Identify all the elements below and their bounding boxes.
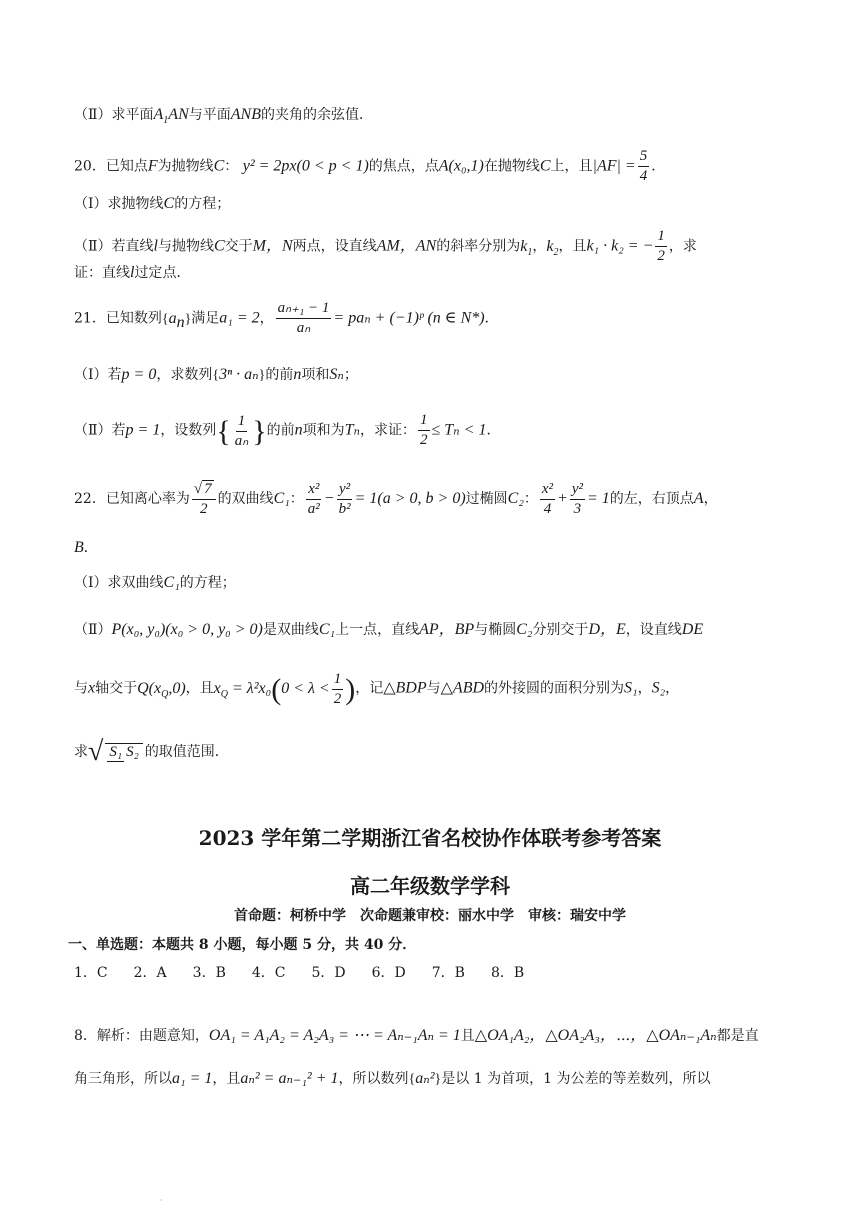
- text: ，设直线: [625, 622, 682, 638]
- sum-tn: Tₙ: [344, 421, 360, 439]
- answer-item: 3．B: [192, 965, 226, 981]
- q22-stem: 22．已知离心率为 $\frac{√ 7}{2}$ 的双曲线C₁： $\frac{\text{x²}}{\text{a²}}$ − $\frac{\text{y²}}{\text{b²}}$ = 1(a > 0, b > 0)过椭圆C₂： $\frac{\text{x²}}{4}$ + $\frac{\text{y²}}{3}$ = 1的左，右顶点A，: [74, 480, 718, 517]
- triangle-abd: △ABD: [440, 679, 485, 697]
- text: （Ⅰ）求抛物线: [74, 196, 164, 212]
- n-var: n: [293, 366, 302, 383]
- hyperbola-rhs: = 1(a > 0, b > 0): [354, 490, 466, 507]
- triangle-bdp: △BDP: [383, 679, 427, 697]
- text: 在抛物线: [483, 158, 540, 175]
- text: 项和: [301, 367, 330, 383]
- point-a: A: [693, 490, 704, 507]
- text: ．: [484, 310, 499, 327]
- text: ，: [637, 680, 652, 697]
- text: 与椭圆: [474, 622, 517, 638]
- point-f: F: [147, 157, 158, 175]
- fraction-1-2: $\frac{1}{2}$: [657, 228, 665, 264]
- answer-key-subtitle: 高二年级数学学科: [350, 874, 510, 898]
- line-de: DE: [681, 621, 704, 638]
- plane-anb: ANB: [230, 106, 261, 123]
- q8-sequence: {aₙ²}: [408, 1070, 442, 1087]
- slope-product: k₁ · k₂ = −: [586, 237, 654, 255]
- curve-c: C: [213, 237, 225, 255]
- q8-triangles: △OA₁A₂，△OA₂A₃，⋯，△OAₙ₋₁Aₙ: [474, 1027, 717, 1044]
- text: 证：直线: [74, 265, 130, 281]
- tn-inequality: ≤ Tₙ < 1: [431, 421, 487, 439]
- answer-item: 2．A: [133, 965, 167, 981]
- q20-part2: （Ⅱ）若直线l与抛物线C交于M，N两点，设直线AM，AN的斜率分别为$k_1$，$k_2$，且k₁ · k₂ = − $\frac{1}{2}$ ，求: [74, 228, 697, 264]
- q22-part2: [74, 616, 703, 639]
- text: 求: [74, 744, 88, 760]
- text: 满足: [191, 310, 220, 327]
- curve-c: C: [539, 157, 551, 175]
- answer-key-title: 2023 学年第二学期浙江省名校协作体联考参考答案: [198, 826, 662, 850]
- text: 21．已知数列: [74, 310, 162, 327]
- hyperbola-y-term: $\frac{\text{y²}}{\text{b²}}$: [338, 480, 351, 517]
- text: 的方程；: [174, 196, 231, 212]
- text: 的夹角的余弦值．: [260, 107, 373, 123]
- q22-part2-cont: [74, 671, 679, 708]
- answer-item: 4．C: [251, 965, 286, 981]
- text: 为抛物线: [157, 158, 214, 175]
- q20-stem: [74, 148, 665, 185]
- point-a: A(x₀,1): [438, 157, 484, 175]
- text: （Ⅱ）: [74, 622, 112, 638]
- text: 20．已知点: [74, 158, 148, 175]
- points-de: D，E: [588, 621, 626, 638]
- text: 过定点．: [134, 265, 191, 281]
- text: ．: [651, 158, 666, 175]
- text: （Ⅱ）若: [74, 422, 126, 439]
- q8-equalities: OA₁ = A₁A₂ = A₂A₃ = ⋯ = Aₙ₋₁Aₙ = 1: [208, 1027, 461, 1044]
- q8-recurrence: aₙ² = aₙ₋₁² + 1: [240, 1070, 339, 1087]
- text: 的方程；: [179, 575, 236, 591]
- recurrence-fraction: $\frac{\text{aₙ₊₁ − 1}}{\text{aₙ}}$: [277, 300, 330, 336]
- q19-part2: [74, 104, 373, 127]
- text: 的双曲线: [217, 491, 274, 507]
- area-s1: S₁: [624, 679, 638, 697]
- text: 的外接圆的面积分别为: [484, 680, 625, 697]
- text: 角三角形，所以: [74, 1071, 172, 1087]
- section-heading: 一、单选题：本题共 8 小题，每小题 5 分，共 40 分．: [68, 937, 417, 953]
- point-q: $Q(x_Q,0)$: [137, 679, 186, 700]
- parabola-equation: y² = 2px(0 < p < 1): [242, 157, 369, 175]
- text: ，所以数列: [338, 1071, 409, 1087]
- point-b: B: [74, 539, 84, 556]
- text: 是双曲线: [262, 622, 319, 638]
- text: ，求证：: [360, 422, 416, 439]
- p-one: p = 1: [125, 421, 161, 439]
- q22-part2-end: [74, 736, 229, 768]
- curve-c2: C₂: [507, 490, 524, 507]
- slope-k1: $k_1$: [520, 237, 533, 258]
- fraction-5-4: $\frac{5}{4}$: [639, 148, 648, 184]
- recurrence-rhs: = paₙ + (−1)ᵖ (n ∈ N*): [333, 309, 485, 327]
- text: 的焦点，点: [368, 158, 439, 175]
- text: 22．已知离心率为: [74, 491, 190, 507]
- curve-c2: C₂: [516, 621, 533, 638]
- text: （Ⅰ）若: [74, 367, 122, 383]
- ratio-s1-s2: S₁ S₂: [105, 743, 142, 761]
- text: ，求数列: [156, 367, 213, 383]
- q20-part1: [74, 193, 230, 213]
- answer-item: 5．D: [311, 965, 346, 981]
- answer-item: 8．B: [490, 965, 525, 981]
- a1-value: a₁ = 2: [219, 309, 260, 327]
- text: 与: [426, 680, 441, 697]
- text: 与: [74, 680, 88, 697]
- text: ．: [83, 540, 98, 556]
- sum-sn: Sₙ: [329, 366, 344, 383]
- p-zero: p = 0: [121, 366, 157, 383]
- plane-a1an: $A_1AN$: [153, 106, 189, 127]
- ellipse-x-term: $\frac{\text{x²}}{4}$: [541, 480, 554, 517]
- text: ；: [343, 367, 358, 383]
- answer-item: 1．C: [74, 965, 108, 981]
- curve-c1: C₁: [163, 574, 180, 591]
- text: ，且: [185, 680, 214, 697]
- text: 都是直: [716, 1028, 759, 1044]
- text: 的斜率分别为: [436, 238, 521, 255]
- text: 的左，右顶点: [609, 491, 694, 507]
- ellipse-y-term: $\frac{\text{y²}}{3}$: [571, 480, 583, 517]
- text: （Ⅰ）求双曲线: [74, 575, 164, 591]
- area-s2: S₂: [651, 679, 666, 697]
- q8-solution-line1: [74, 1022, 759, 1045]
- hyperbola-x-term: $\frac{\text{x²}}{\text{a²}}$: [307, 480, 320, 517]
- eccentricity-fraction: $\frac{√ 7}{2}$: [192, 480, 216, 518]
- sequence-an: $\{a_n\}$: [161, 309, 192, 331]
- text: ，设数列: [160, 422, 217, 439]
- curve-c1: C₁: [318, 621, 336, 638]
- text: ，求: [668, 238, 697, 255]
- text: 两点，设直线: [292, 238, 377, 255]
- text: ，: [259, 310, 274, 327]
- text: 轴交于: [95, 680, 138, 697]
- footer-mark: ·: [160, 1196, 163, 1205]
- text: 分别交于: [532, 622, 589, 638]
- slope-k2: $k_2$: [546, 237, 559, 258]
- q21-part1: [74, 364, 358, 384]
- answer-key-credits: 首命题：柯桥中学 次命题兼审校：丽水中学 审核：瑞安中学: [234, 908, 626, 924]
- lambda-range: (0 < λ < $\frac{1}{2}$ ): [271, 671, 356, 707]
- lines-am-an: AM，AN: [376, 237, 437, 255]
- text: 上，且: [550, 158, 593, 175]
- lines-ap-bp: AP，BP: [419, 621, 475, 638]
- sequence-reciprocal: { $\frac{1}{\text{aₙ}}$ }: [216, 412, 267, 449]
- text: 的前: [266, 422, 295, 439]
- line-l: l: [130, 264, 135, 281]
- n-var: n: [294, 421, 303, 439]
- text: 交于: [224, 238, 253, 255]
- text: 8．解析：由题意知，: [74, 1028, 209, 1044]
- text: 过椭圆: [465, 491, 508, 507]
- text: 是以 1 为首项，1 为公差的等差数列，所以: [441, 1071, 711, 1087]
- text: 的前: [265, 367, 294, 383]
- xq-equation: $x_Q = \lambda^2x_0$: [213, 679, 272, 700]
- text: 的取值范围．: [144, 744, 229, 760]
- text: 与抛物线: [157, 238, 214, 255]
- text: 与平面: [188, 107, 231, 123]
- line-l: l: [153, 237, 158, 255]
- x-axis: x: [88, 679, 96, 697]
- text: ：: [224, 158, 239, 175]
- q19-part2-label: （Ⅱ）求平面: [74, 107, 154, 123]
- q21-part2: [74, 412, 500, 450]
- curve-c: C: [163, 195, 175, 212]
- text: ，: [665, 680, 680, 697]
- answer-list: [74, 962, 550, 982]
- af-distance: |AF| =: [592, 157, 636, 175]
- text: ，记: [355, 680, 384, 697]
- ellipse-rhs: = 1: [586, 490, 610, 507]
- sqrt-ratio: √: [88, 736, 104, 767]
- text: ．: [486, 422, 501, 439]
- curve-c1: C₁: [273, 490, 290, 507]
- sequence-3n-an: {3ⁿ · aₙ}: [212, 366, 266, 383]
- q21-stem: [74, 300, 499, 337]
- q20-part2-cont: [74, 262, 190, 282]
- text: 项和为: [302, 422, 345, 439]
- text: ：: [289, 491, 304, 507]
- q8-a1: a₁ = 1: [172, 1070, 213, 1087]
- point-p: P(x₀, y₀)(x₀ > 0, y₀ > 0): [111, 621, 263, 638]
- answer-item: 6．D: [371, 965, 406, 981]
- q22-part1: [74, 572, 236, 592]
- text: ，: [703, 491, 718, 507]
- text: ：: [523, 491, 538, 507]
- curve-c: C: [213, 157, 225, 175]
- q22-stem-cont: [74, 537, 98, 557]
- text: ，且: [558, 238, 587, 255]
- text: 且: [460, 1028, 475, 1044]
- points-mn: M，N: [252, 237, 293, 255]
- fraction-1-2: $\frac{1}{2}$: [420, 412, 428, 448]
- text: （Ⅱ）若直线: [74, 238, 154, 255]
- text: 上一点，直线: [335, 622, 420, 638]
- q8-solution-line2: [74, 1068, 710, 1088]
- text: ，且: [212, 1071, 241, 1087]
- answer-item: 7．B: [431, 965, 465, 981]
